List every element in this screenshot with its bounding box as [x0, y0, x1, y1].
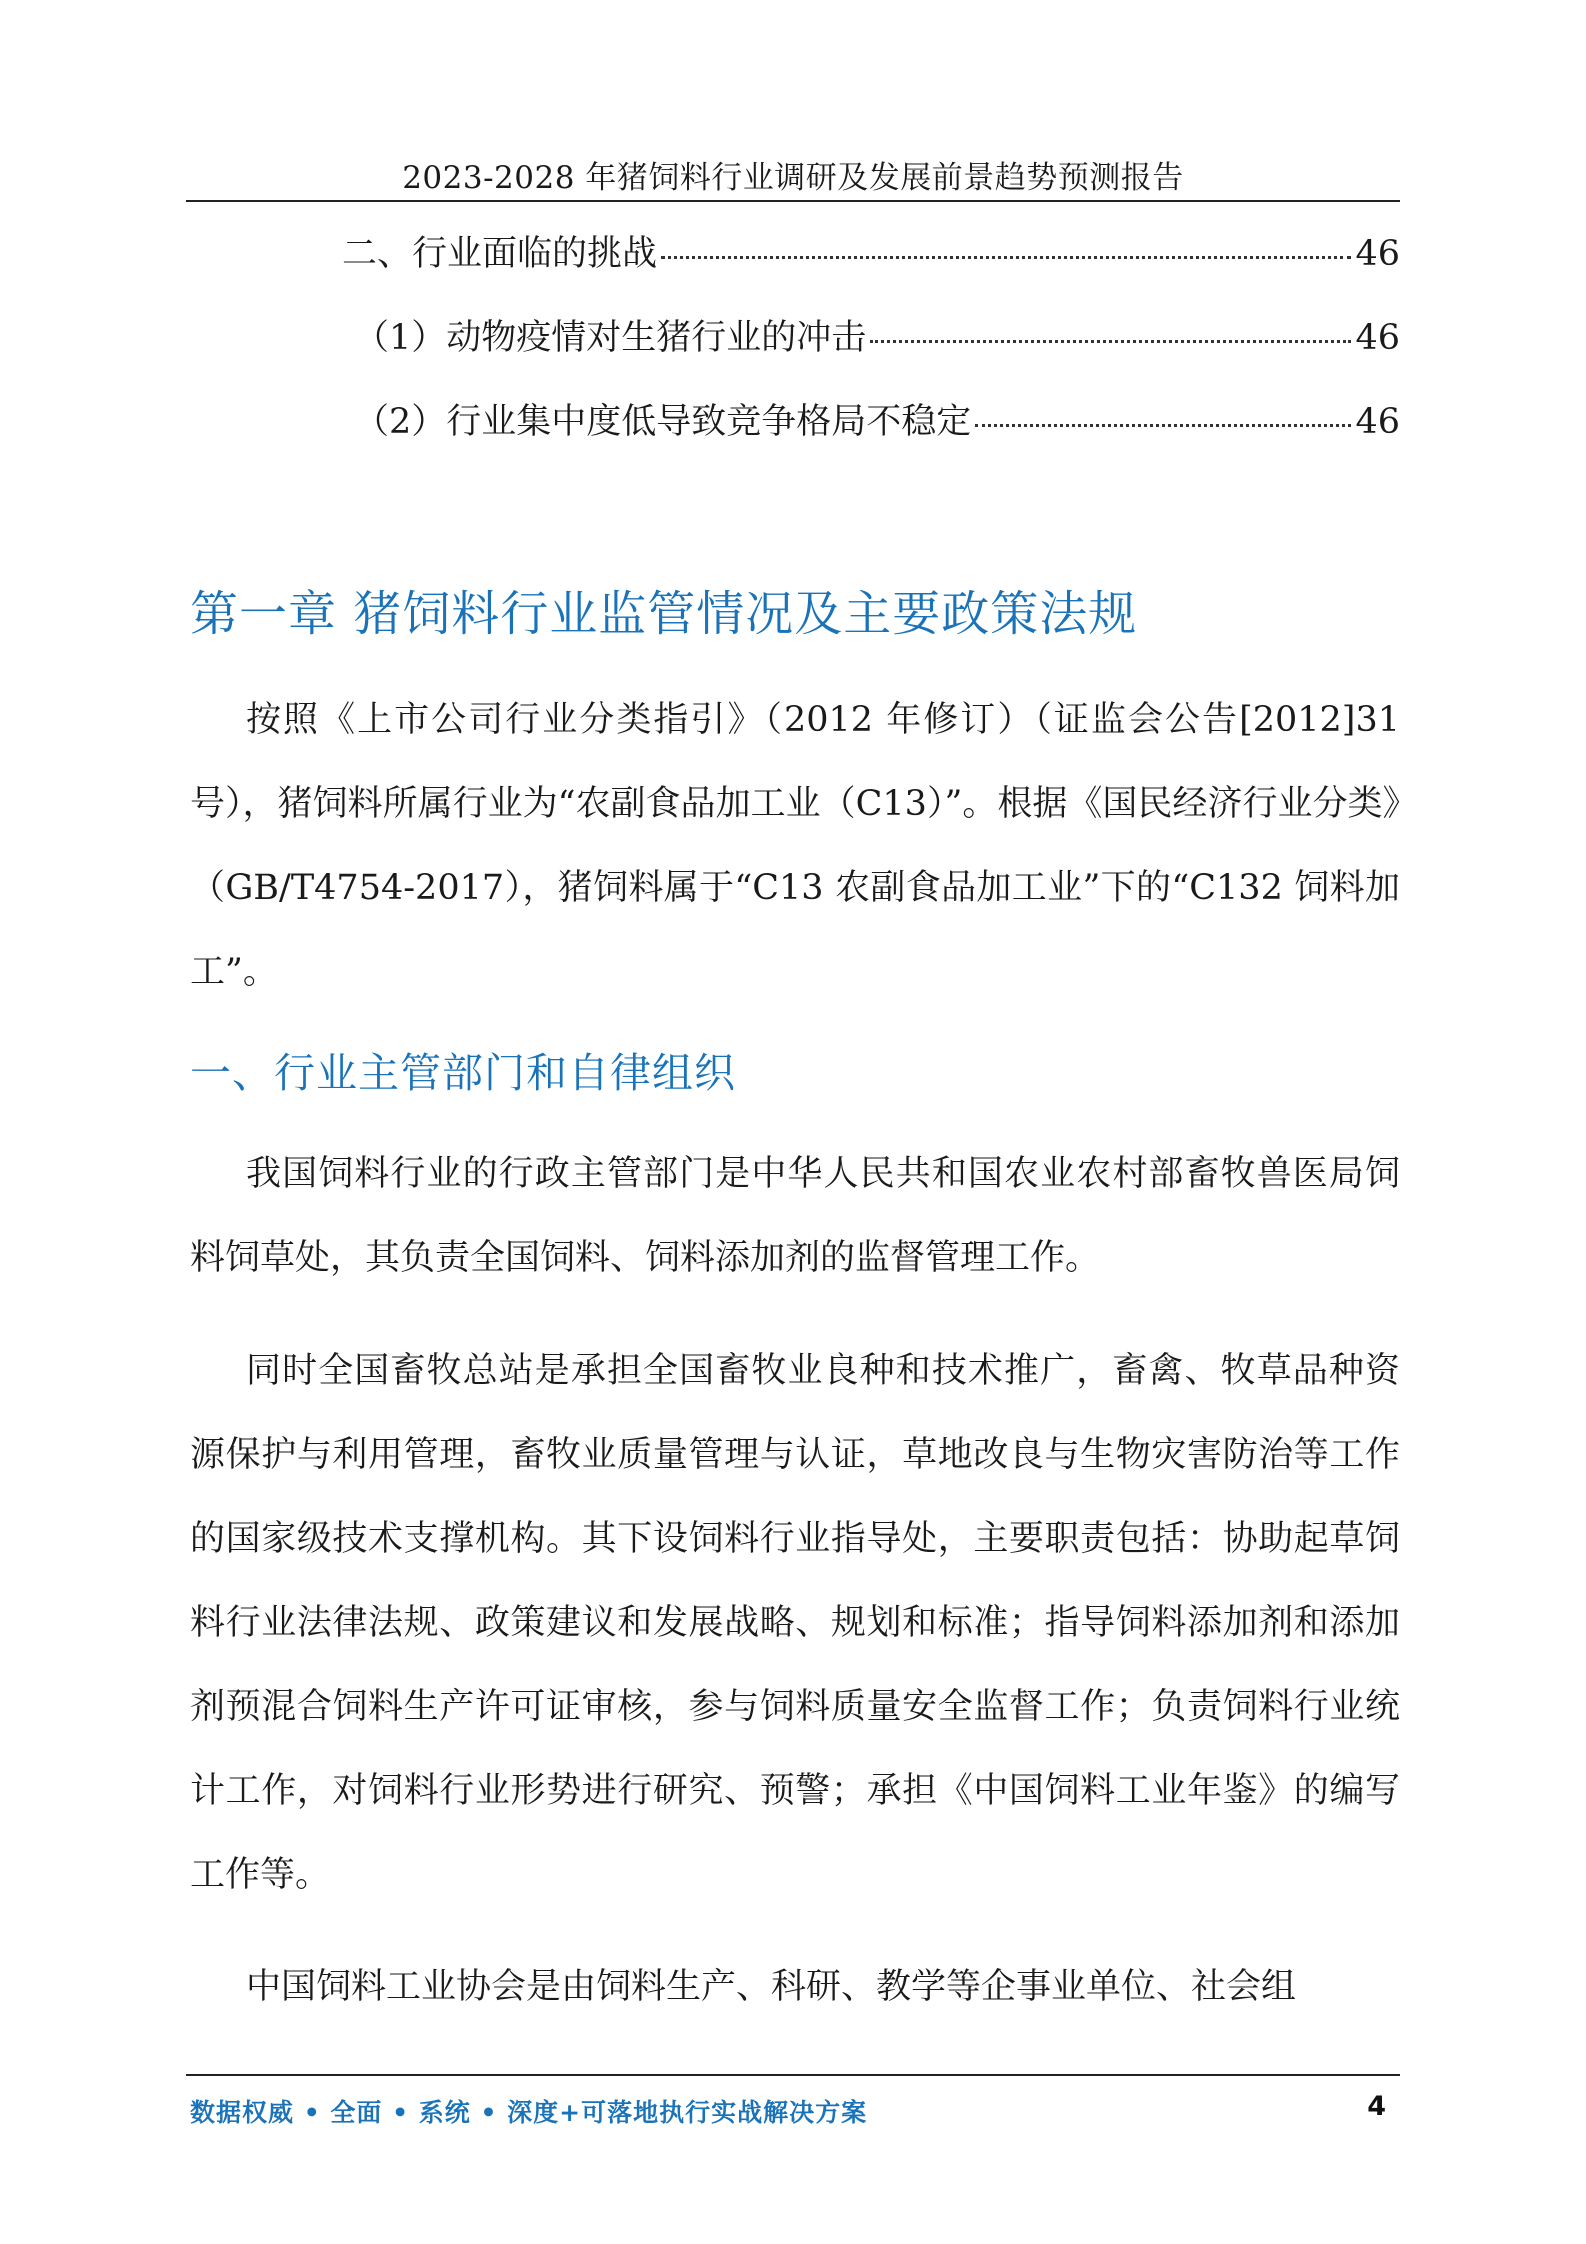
toc-entry[interactable]: [186, 310, 1400, 394]
body-paragraph: 同时全国畜牧总站是承担全国畜牧业良种和技术推广，畜禽、牧草品种资源保护与利用管理，畜牧业质量管理与认证，草地改良与生物灾害防治等工作的国家级技术支撑机构。其下设饲料行业指导处，主要职责包括：协助起草饲料行业法律法规、政策建议和发展战略、规划和标准；指导饲料添加剂和添加剂预混合饲料生产许可证审核，参与饲料质量安全监督工作；负责饲料行业统计工作，对饲料行业形势进行研究、预警；承担《中国饲料工业年鉴》的编写工作等。: [190, 1351, 1400, 1895]
footer-slogan: 数据权威 • 全面 • 系统 • 深度+可落地执行实战解决方案: [190, 2098, 868, 2127]
body-paragraph: 我国饲料行业的行政主管部门是中华人民共和国农业农村部畜牧兽医局饲料饲草处，其负责全国饲料、饲料添加剂的监督管理工作。: [190, 1154, 1400, 1278]
footer-divider: [186, 2074, 1400, 2076]
table-of-contents: [186, 226, 1400, 478]
header-divider: [186, 200, 1400, 202]
toc-leader-dots: [661, 256, 1351, 259]
toc-entry-page: 46: [1355, 234, 1400, 274]
toc-entry[interactable]: [186, 226, 1400, 310]
section-heading: 一、行业主管部门和自律组织: [190, 1049, 736, 1097]
chapter-title: 第一章 猪饲料行业监管情况及主要政策法规: [190, 586, 1138, 642]
toc-leader-dots: [975, 424, 1351, 427]
toc-entry[interactable]: [186, 394, 1400, 478]
toc-entry-label: 二、行业面临的挑战: [342, 234, 658, 274]
toc-entry-label: （2）行业集中度低导致竞争格局不稳定: [354, 402, 972, 442]
page-header-title: 2023-2028 年猪饲料行业调研及发展前景趋势预测报告: [402, 160, 1184, 196]
toc-entry-page: 46: [1355, 402, 1400, 442]
toc-entry-page: 46: [1355, 318, 1400, 358]
toc-entry-label: （1）动物疫情对生猪行业的冲击: [354, 318, 867, 358]
body-paragraph: 按照《上市公司行业分类指引》（2012 年修订）（证监会公告[2012]31 号），猪饲料所属行业为“农副食品加工业（C13）”。根据《国民经济行业分类》（GB/T4754-2017），猪饲料属于“C13 农副食品加工业”下的“C132 饲料加工”。: [190, 700, 1400, 992]
body-paragraph: 中国饲料工业协会是由饲料生产、科研、教学等企事业单位、社会组: [246, 1967, 1297, 2007]
page-number: 4: [1367, 2091, 1386, 2122]
toc-leader-dots: [870, 340, 1351, 343]
